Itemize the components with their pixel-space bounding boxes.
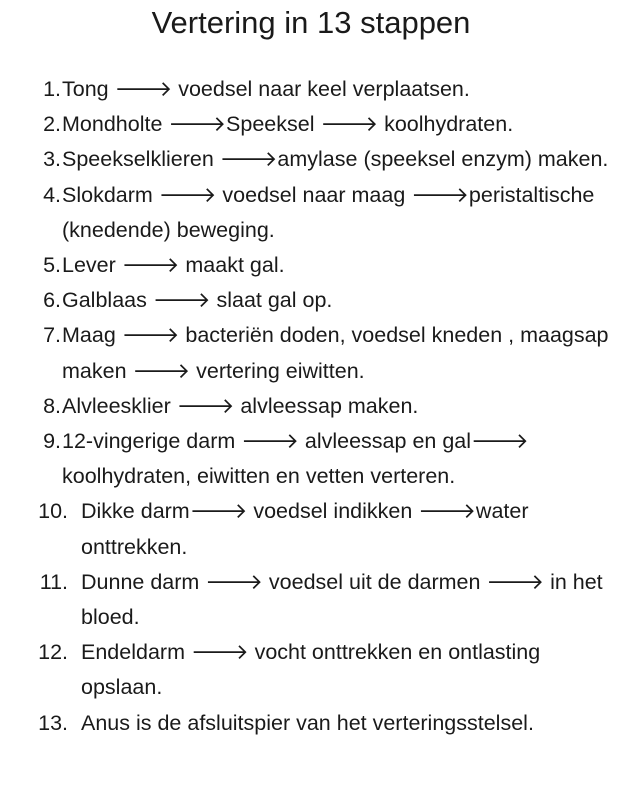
step-number: 1. bbox=[43, 77, 61, 101]
step-text: Tong 🡒 voedsel naar keel verplaatsen. bbox=[62, 77, 470, 101]
step-number: 4. bbox=[43, 182, 61, 207]
step-text: Endeldarm 🡒 vocht onttrekken en ontlasting opslaan. bbox=[81, 640, 541, 700]
step-number: 3. bbox=[43, 147, 61, 172]
list-item bbox=[0, 565, 622, 635]
step-number: 11. bbox=[39, 569, 68, 594]
page-title: Vertering in 13 stappen bbox=[151, 5, 471, 40]
step-text: Alvleesklier 🡒 alvleessap maken. bbox=[62, 393, 419, 418]
step-number: 2. bbox=[43, 112, 61, 137]
list-item bbox=[0, 142, 622, 177]
step-text: Dunne darm 🡒 voedsel uit de darmen 🡒 in het bloed. bbox=[81, 569, 603, 630]
list-item bbox=[0, 389, 622, 424]
step-number: 12. bbox=[38, 640, 68, 665]
step-number: 7. bbox=[43, 323, 61, 348]
step-text: Galblaas 🡒 slaat gal op. bbox=[62, 288, 333, 313]
step-number: 10. bbox=[38, 499, 68, 524]
list-item bbox=[0, 318, 622, 388]
list-item bbox=[0, 107, 622, 142]
step-number: 6. bbox=[43, 288, 61, 313]
list-item bbox=[0, 178, 622, 248]
step-number: 9. bbox=[43, 429, 61, 454]
list-item bbox=[0, 706, 622, 741]
step-text: Lever 🡒 maakt gal. bbox=[62, 253, 285, 278]
list-item bbox=[0, 248, 622, 283]
step-text: Maag 🡒 bacteriën doden, voedsel kneden , maagsap maken 🡒 vertering eiwitten. bbox=[62, 323, 609, 383]
steps-list bbox=[0, 72, 622, 741]
step-number: 5. bbox=[43, 253, 61, 278]
step-number: 8. bbox=[43, 393, 61, 418]
step-text: Mondholte 🡒Speeksel 🡒 koolhydraten. bbox=[62, 112, 514, 137]
step-number: 13. bbox=[38, 710, 68, 735]
list-item bbox=[0, 72, 622, 107]
step-text: 12-vingerige darm 🡒 alvleessap en gal🡒 koolhydraten, eiwitten en vetten verteren. bbox=[62, 429, 529, 489]
list-item bbox=[0, 424, 622, 494]
step-text: Slokdarm 🡒 voedsel naar maag 🡒peristaltische (knedende) beweging. bbox=[62, 182, 595, 242]
list-item bbox=[0, 635, 622, 705]
step-text: Dikke darm🡒 voedsel indikken 🡒water onttrekken. bbox=[81, 499, 529, 559]
list-item bbox=[0, 494, 622, 564]
step-text: Speekselklieren 🡒amylase (speeksel enzym) maken. bbox=[62, 147, 609, 172]
list-item bbox=[0, 283, 622, 318]
step-text: Anus is de afsluitspier van het verteringsstelsel. bbox=[81, 710, 534, 735]
